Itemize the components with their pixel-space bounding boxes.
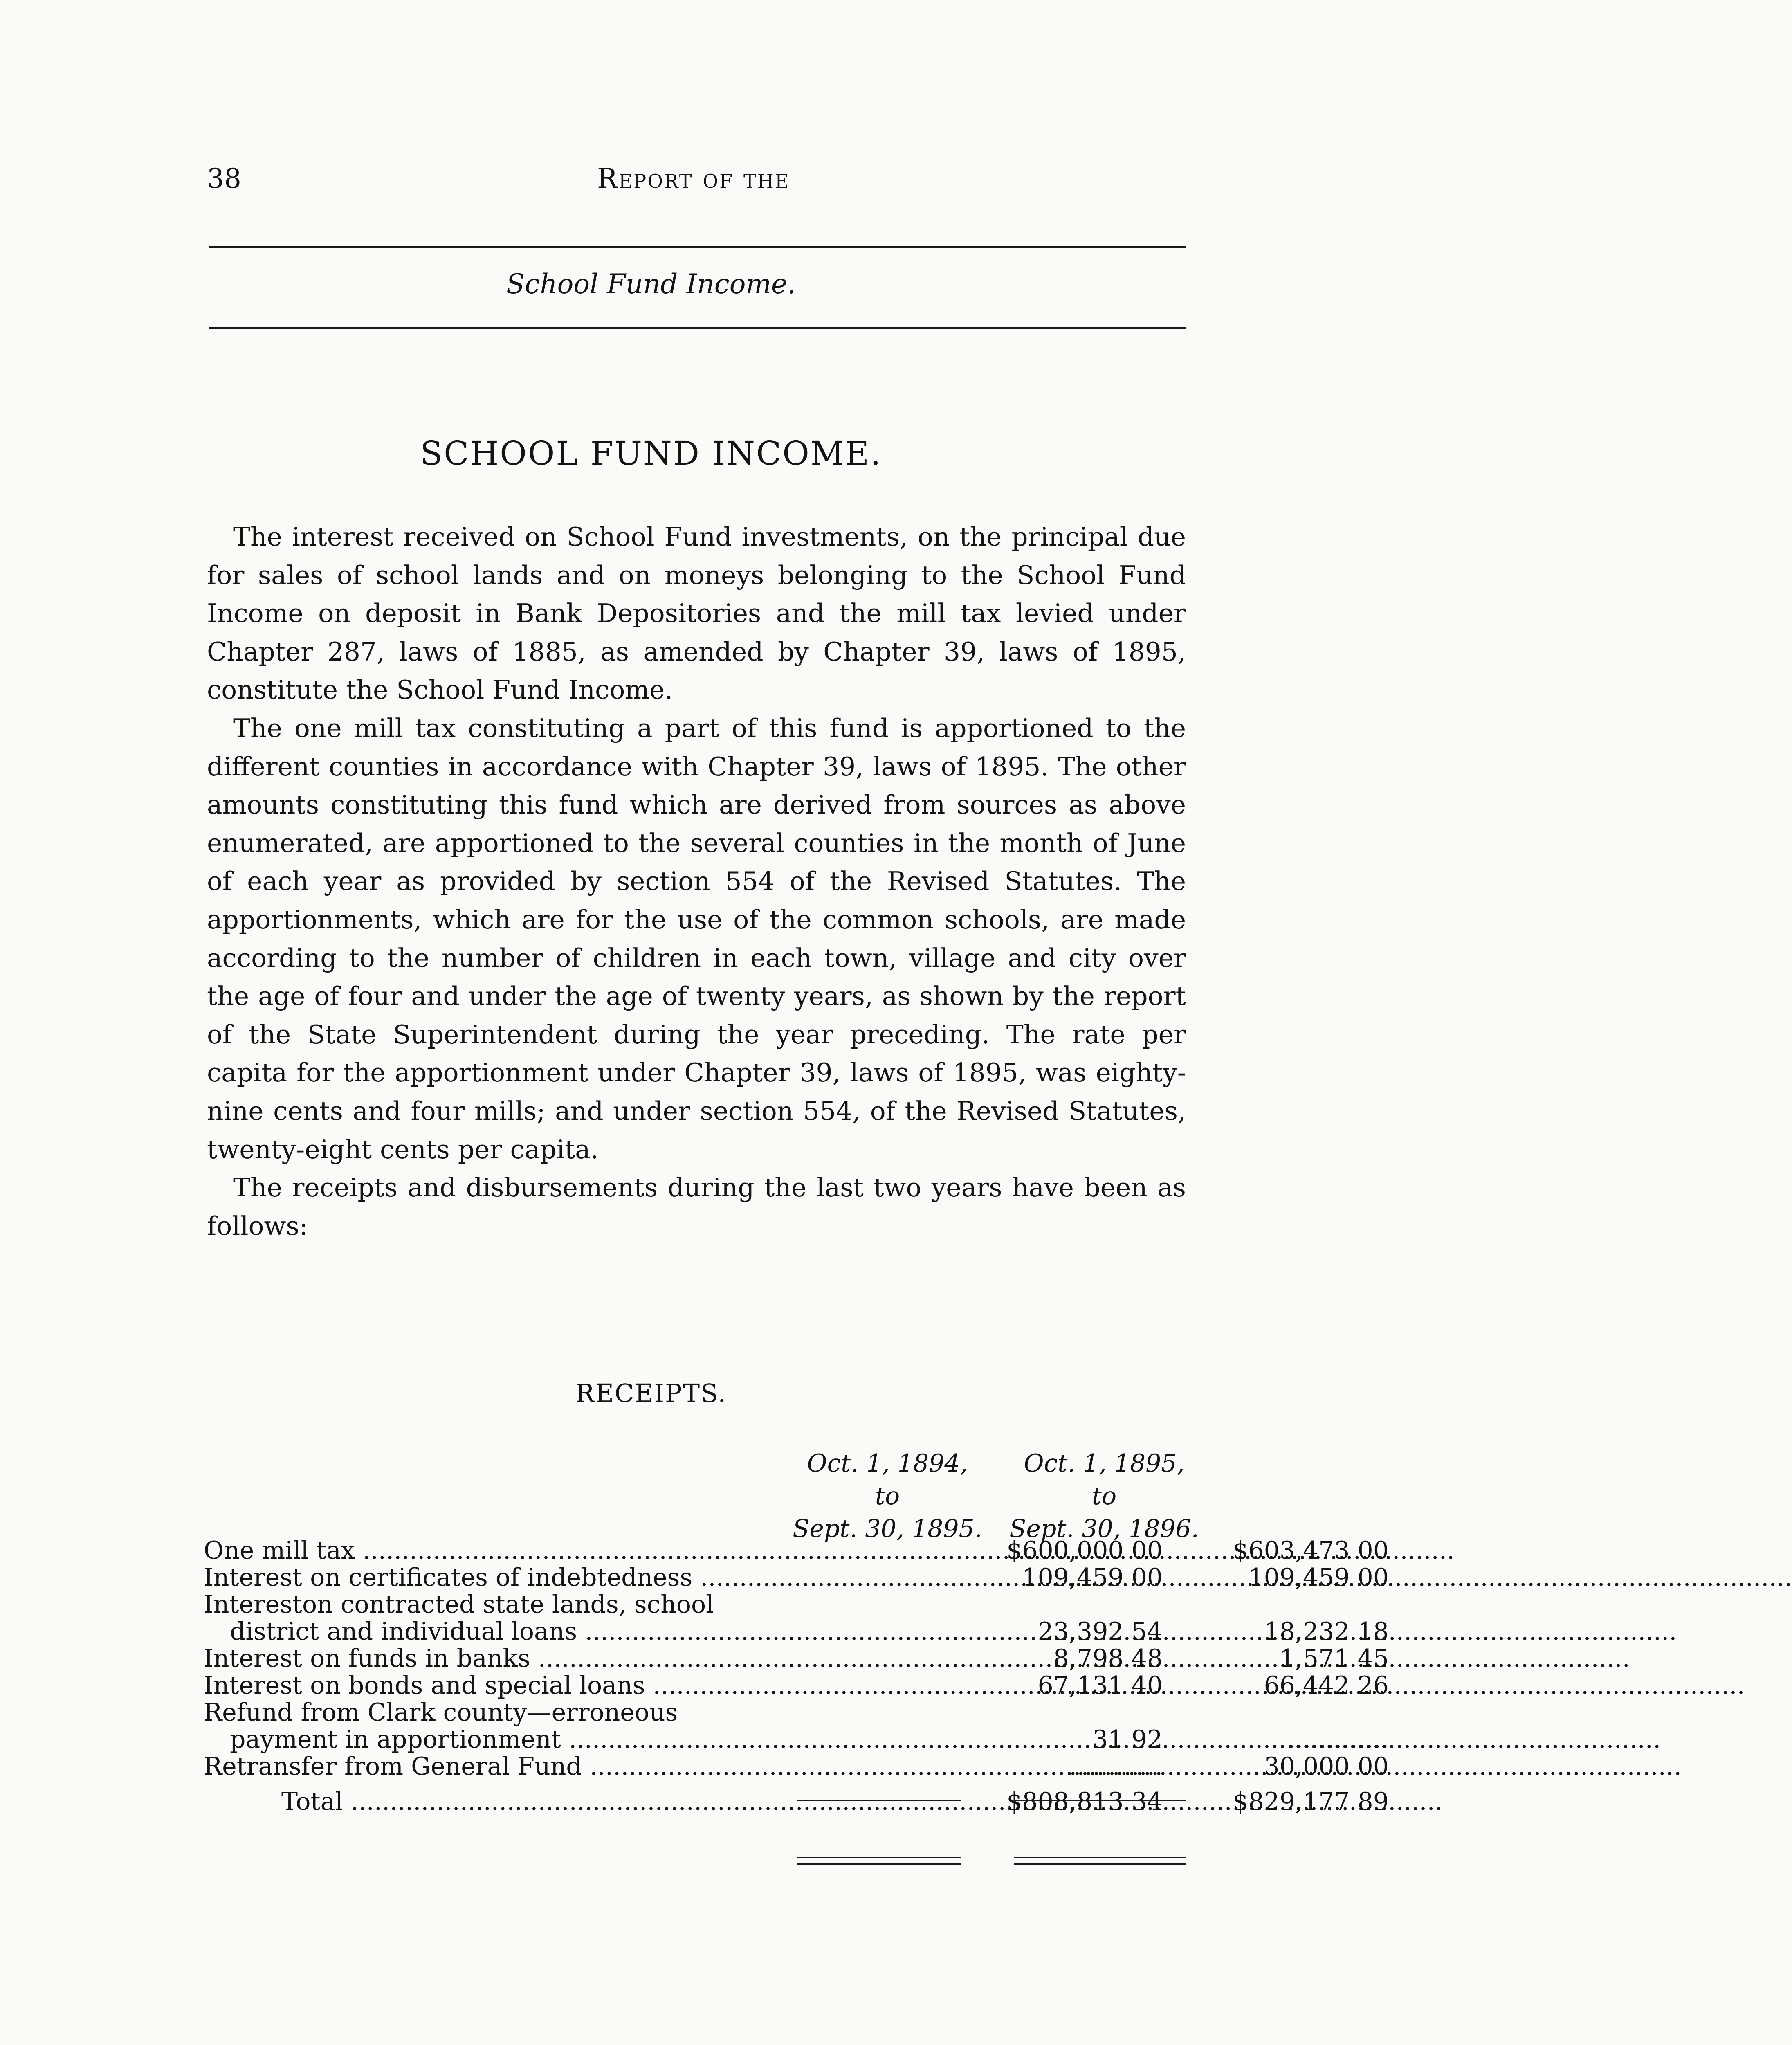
- page-number: 38: [207, 163, 241, 194]
- table-row: [204, 1671, 1389, 1700]
- amount-1895-1896: 109,459 00: [1248, 1563, 1389, 1592]
- total-row: [204, 1787, 1389, 1816]
- amount-1895-1896: 18,232 18: [1264, 1617, 1389, 1646]
- row-label: Interest on funds in banks .....: [204, 1645, 770, 1672]
- column-header-line: to: [875, 1482, 900, 1510]
- row-label: Interest on certificates of indebtedness .....: [204, 1564, 770, 1591]
- column-header-line: to: [1091, 1482, 1117, 1510]
- amount-1894-1895: 8,798 48: [1053, 1644, 1163, 1673]
- row-label: Interest on bonds and special loans .....: [204, 1672, 770, 1699]
- row-label-continued: payment in apportionment .....: [230, 1726, 770, 1753]
- column-header-line: Sept. 30, 1895.: [793, 1515, 982, 1543]
- amount-1895-1896: 66,442 26: [1264, 1671, 1389, 1700]
- column-header-line: Oct. 1, 1894,: [807, 1449, 968, 1478]
- row-label: One mill tax .....: [204, 1537, 770, 1564]
- receipts-heading: RECEIPTS.: [575, 1378, 727, 1408]
- double-rule-col2-a: [1014, 1857, 1186, 1858]
- amount-1894-1895: 31 92: [1092, 1725, 1163, 1754]
- amount-1894-1895: 109,459 00: [1022, 1563, 1163, 1592]
- paragraph: The interest received on School Fund investments, on the principal due for sales of school lands and on moneys belonging to the School Fund Income on deposit in Bank Depositories and the mill tax levied under Chapter 287, laws of 1885, as amended by Chapter 39, laws of 1895, constitute the School Fund Income.: [207, 522, 1186, 705]
- amount-1894-1895: 23,392 54: [1037, 1617, 1163, 1646]
- table-row: [204, 1563, 1389, 1592]
- row-label: Intereston contracted state lands, school: [204, 1590, 714, 1619]
- table-row: [204, 1617, 1389, 1646]
- table-row: [204, 1725, 1389, 1754]
- header-rule-bottom: [209, 327, 1186, 329]
- table-row: [204, 1591, 1189, 1618]
- amount-1895-1896: .............: [1287, 1725, 1389, 1754]
- total-1895-1896: $829,177 89: [1233, 1787, 1389, 1816]
- paragraph: The receipts and disbursements during the last two years have been as follows:: [207, 1173, 1186, 1241]
- row-label-continued: district and individual loans .....: [230, 1618, 770, 1645]
- row-label: Retransfer from General Fund .....: [204, 1753, 770, 1780]
- paragraph: The one mill tax constituting a part of this fund is apportioned to the different counties in accordance with Chapter 39, laws of 1895. The other amounts constituting this fund which are derived from sources as above enumerated, are apportioned to the several counties in the month of June of each year as provided by section 554 of the Revised Statutes. The apportionments, which are for the use of the common schools, are made according to the number of children in each town, village and city over the age of four and under the age of twenty years, as shown by the report of the State Superintendent during the year preceding. The rate per capita for the apportionment under Chapter 39, laws of 1895, was eighty-nine cents and four mills; and under section 554, of the Revised Statutes, twenty-eight cents per capita.: [207, 713, 1186, 1164]
- header-rule-top: [209, 246, 1186, 248]
- amount-1895-1896: $603,473 00: [1233, 1536, 1389, 1565]
- double-rule-col1-a: [797, 1857, 961, 1858]
- total-1894-1895: $808,813 34: [1006, 1787, 1163, 1816]
- column-header-line: Sept. 30, 1896.: [1009, 1515, 1199, 1543]
- double-rule-col1-b: [797, 1863, 961, 1865]
- double-rule-col2-b: [1014, 1863, 1186, 1865]
- column-header-1894-1895: [781, 1447, 994, 1545]
- receipts-table: [204, 1536, 1389, 1816]
- table-row: [204, 1699, 1189, 1726]
- column-header-1895-1896: [998, 1447, 1210, 1545]
- sum-rule-col1: [797, 1800, 961, 1801]
- row-label: Refund from Clark county—erroneous: [204, 1698, 678, 1727]
- amount-1894-1895: $600,000 00: [1006, 1536, 1163, 1565]
- table-row: [204, 1644, 1389, 1673]
- amount-1895-1896: 30,000 00: [1264, 1752, 1389, 1781]
- amount-1894-1895: 67,131 40: [1037, 1671, 1163, 1700]
- amount-1894-1895: ............: [1069, 1752, 1163, 1781]
- amount-1895-1896: 1,571 45: [1279, 1644, 1389, 1673]
- column-header-line: Oct. 1, 1895,: [1024, 1449, 1185, 1478]
- total-label: Total .....: [281, 1788, 770, 1815]
- page-title: SCHOOL FUND INCOME.: [420, 434, 882, 472]
- table-row: [204, 1536, 1389, 1565]
- table-row: [204, 1752, 1389, 1781]
- section-subtitle: School Fund Income.: [506, 268, 796, 300]
- body-text: [207, 518, 1186, 1245]
- sum-rule-col2: [1014, 1800, 1186, 1801]
- running-head: Report of the: [597, 163, 790, 194]
